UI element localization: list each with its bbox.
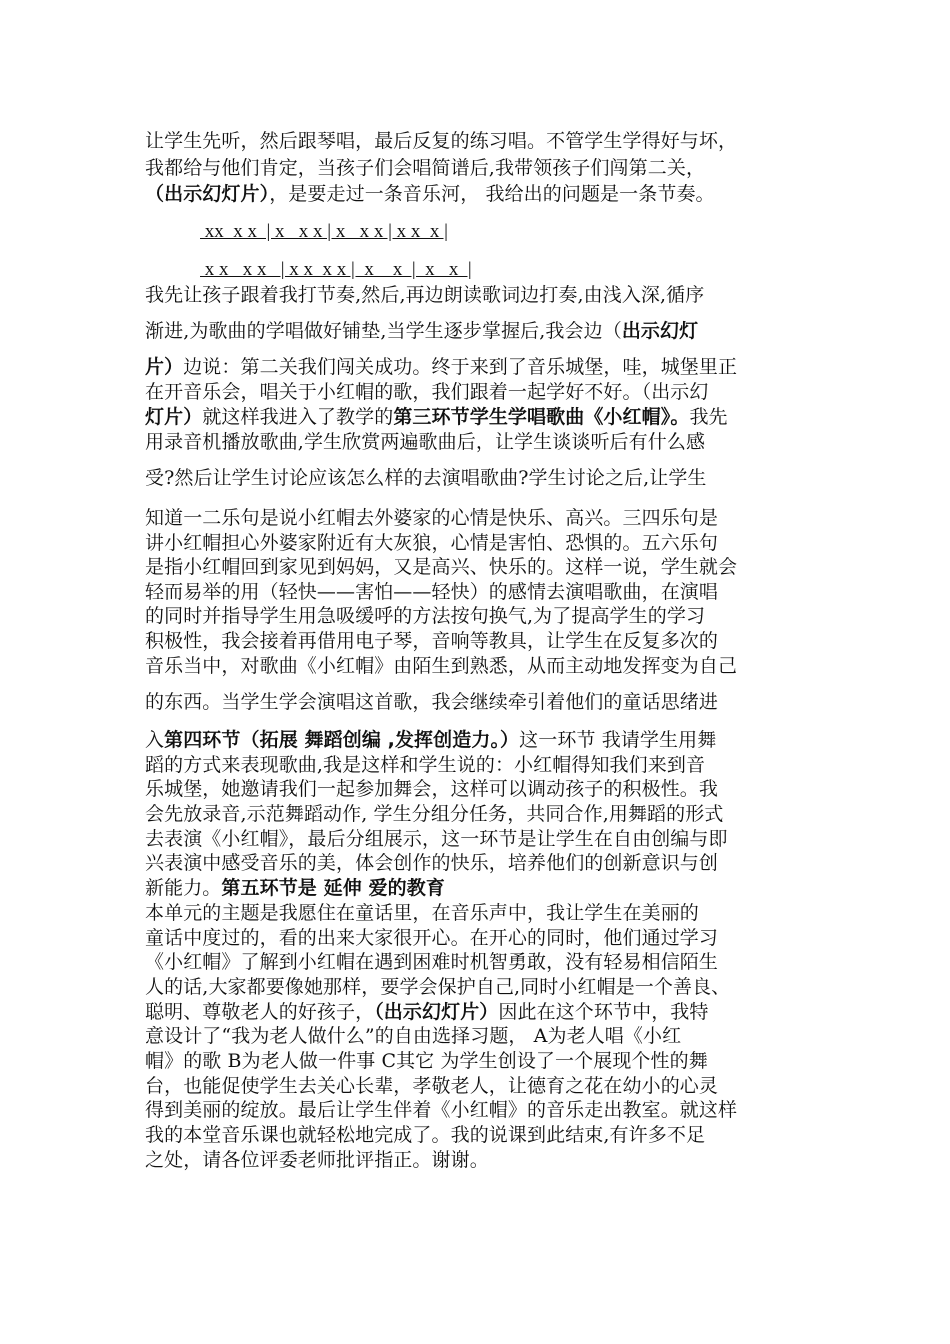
section-heading: 第五环节是 延伸 爱的教育: [221, 877, 445, 899]
text-run: ，是要走过一条音乐河， 我给出的问题是一条节奏。: [269, 183, 715, 205]
text-line: [145, 1000, 815, 1024]
text-line: [145, 876, 815, 900]
text-line: 在开音乐会，唱关于小红帽的歌，我们跟着一起学好不好。（出示幻: [145, 381, 709, 403]
text-run: 我先: [689, 406, 728, 428]
section-heading: 第四环节（拓展 舞蹈创编 ,发挥创造力。）: [164, 729, 520, 751]
text-run: 就这样我进入了教学的: [202, 406, 394, 428]
text-line: 兴表演中感受音乐的美，体会创作的快乐，培养他们的创新意识与创: [145, 852, 719, 874]
text-line: 意设计了“我为老人做什么”的自由选择习题， A为老人唱《小红: [145, 1025, 682, 1047]
rhythm-line-2: x x x x | x x x x | x x | x x |: [200, 259, 472, 280]
text-line: 是指小红帽回到家见到妈妈，又是高兴、快乐的。这样一说，学生就会: [145, 556, 738, 578]
text-line: 知道一二乐句是说小红帽去外婆家的心情是快乐、高兴。三四乐句是: [145, 507, 719, 529]
text-line: 我的本堂音乐课也就轻松地完成了。我的说课到此结束,有许多不足: [145, 1124, 706, 1146]
text-line: 会先放录音,示范舞蹈动作, 学生分组分任务，共同合作,用舞蹈的形式: [145, 803, 724, 825]
text-line: 本单元的主题是我愿住在童话里，在音乐声中，我让学生在美丽的: [145, 902, 699, 924]
text-line: 讲小红帽担心外婆家附近有大灰狼，心情是害怕、恐惧的。五六乐句: [145, 532, 719, 554]
slide-note: 片）: [145, 356, 184, 378]
text-line: 我先让孩子跟着我打节奏,然后,再边朗读歌词边打奏,由浅入深,循序: [145, 284, 705, 306]
text-run: 边说：第二关我们闯关成功。终于来到了音乐城堡，哇，城堡里正: [183, 356, 738, 378]
text-line: 受?然后让学生讨论应该怎么样的去演唱歌曲?学生讨论之后,让学生: [145, 467, 707, 489]
text-line: 积极性，我会接着再借用电子琴，音响等教具，让学生在反复多次的: [145, 630, 719, 652]
text-line: 去表演《小红帽》，最后分组展示，这一环节是让学生在自由创编与即: [145, 828, 728, 850]
section-heading: 第三环节学生学唱歌曲《小红帽》。: [393, 406, 690, 428]
slide-note: 灯片）: [145, 406, 203, 428]
text-line: [145, 319, 815, 343]
text-line: 的同时并指导学生用急吸缓呼的方法按句换气,为了提高学生的学习: [145, 605, 706, 627]
text-line: 帽》的歌 B为老人做一件事 C其它 为学生创设了一个展现个性的舞: [145, 1050, 708, 1072]
text-line: 让学生先听，然后跟琴唱，最后反复的练习唱。不管学生学得好与坏，: [145, 130, 738, 152]
text-line: 的东西。当学生学会演唱这首歌，我会继续牵引着他们的童话思绪进: [145, 691, 719, 713]
text-line: 之处，请各位评委老师批评指正。谢谢。: [145, 1149, 489, 1171]
text-line: 我都给与他们肯定，当孩子们会唱简谱后,我带领孩子们闯第二关，: [145, 157, 706, 179]
slide-note: 出示幻灯: [621, 320, 699, 342]
text-line: 蹈的方式来表现歌曲,我是这样和学生说的：小红帽得知我们来到音: [145, 754, 706, 776]
text-run: 聪明、尊敬老人的好孩子，: [145, 1001, 375, 1023]
text-line: 童话中度过的，看的出来大家很开心。在开心的同时，他们通过学习: [145, 927, 719, 949]
slide-note: （出示幻灯片）: [145, 183, 270, 205]
text-line: 《小红帽》了解到小红帽在遇到困难时机智勇敢，没有轻易相信陌生: [145, 951, 719, 973]
text-run: 渐进,为歌曲的学唱做好铺垫,当学生逐步掌握后,我会边（: [145, 320, 622, 342]
text-line: 台，也能促使学生去关心长辈，孝敬老人，让德育之花在幼小的心灵: [145, 1075, 719, 1097]
slide-note: （出示幻灯片）: [374, 1001, 499, 1023]
text-run: 这一环节 我请学生用舞: [519, 729, 717, 751]
rhythm-line-1: xx x x | x x x | x x x | x x x |: [200, 221, 448, 242]
text-line: 乐城堡，她邀请我们一起参加舞会，这样可以调动孩子的积极性。我: [145, 778, 719, 800]
text-run: 入: [145, 729, 165, 751]
text-line: 用录音机播放歌曲,学生欣赏两遍歌曲后，让学生谈谈听后有什么感: [145, 431, 706, 453]
text-run: 新能力。: [145, 877, 222, 899]
text-line: [145, 728, 815, 752]
text-line: [145, 405, 815, 429]
text-line: [145, 355, 815, 379]
text-line: [145, 182, 815, 206]
text-line: 音乐当中，对歌曲《小红帽》由陌生到熟悉，从而主动地发挥变为自己: [145, 655, 738, 677]
text-run: 因此在这个环节中，我特: [498, 1001, 709, 1023]
text-line: 得到美丽的绽放。最后让学生伴着《小红帽》的音乐走出教室。就这样: [145, 1099, 738, 1121]
text-line: 轻而易举的用（轻快——害怕——轻快）的感情去演唱歌曲，在演唱: [145, 581, 719, 603]
text-line: 人的话,大家都要像她那样，要学会保护自己,同时小红帽是一个善良、: [145, 976, 731, 998]
